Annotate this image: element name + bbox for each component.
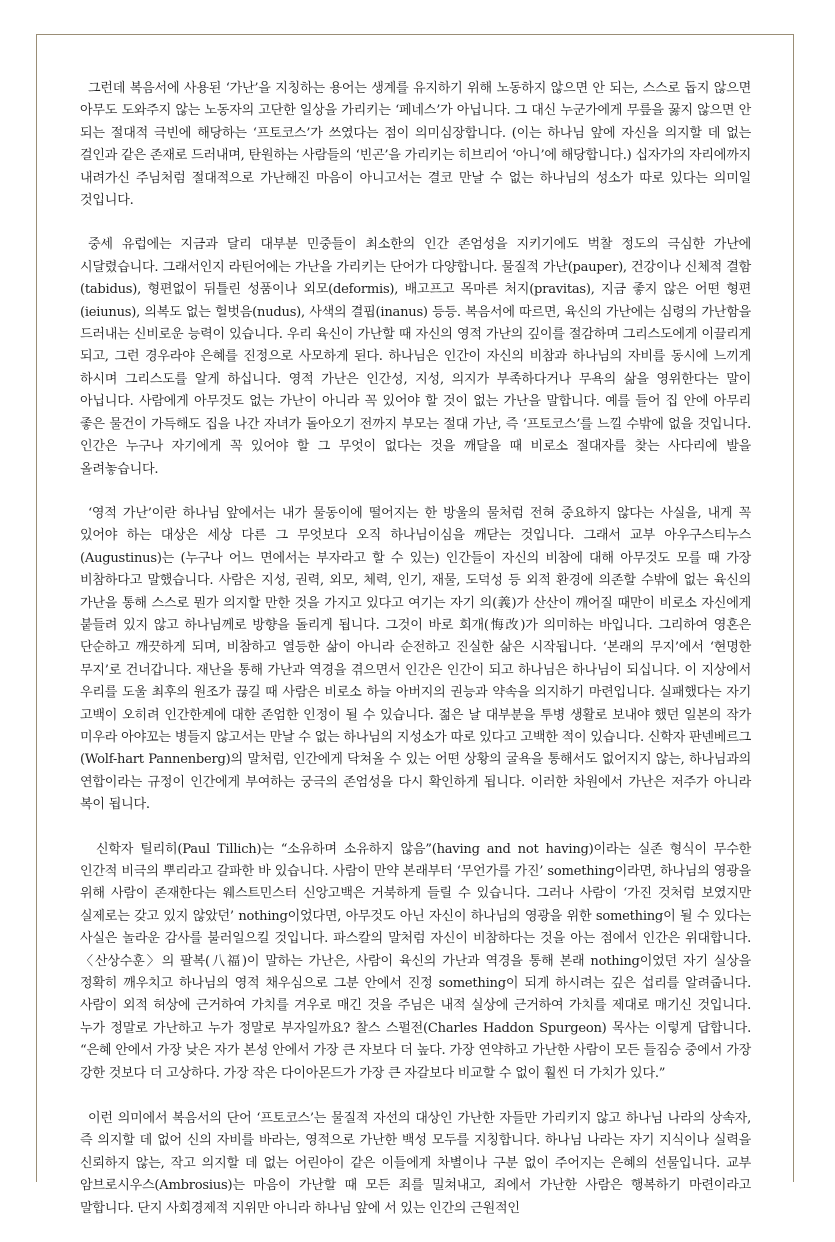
paragraph-4: 신학자 틸리히(Paul Tillich)는 “소유하며 소유하지 않음”(having and not having)이라는 실존 형식이 무수한 인간적 비극의 뿌리라고 갈파한 바 있습니다. 사람이 만약 본래부터 ‘무언가를 가진’ something이라면, 하나님의 영광을 위해 사람이 존재한다는 웨스트민스터 신앙고백은 거북하게 들릴 수 있습니다. 그러나 사람이 ‘가진 것처럼 보였지만 실제로는 갖고 있지 않았던’ nothing이었다면, 아무것도 아닌 자신이 하나님의 영광을 위한 something이 될 수 있다는 사실은 놀라운 감사를 불러일으킬 것입니다. 파스칼의 말처럼 자신이 비참하다는 것을 아는 점에서 인간은 위대합니다. 〈산상수훈〉의 팔복(八福)이 말하는 가난은, 사람이 육신의 가난과 역경을 통해 본래 nothing이었던 자기 실상을 정확히 깨우치고 하나님의 영적 채우심으로 그분 안에서 진정 something이 되게 하시려는 깊은 섭리를 알려줍니다. 사람이 외적 허상에 근거하여 가치를 겨우로 매긴 것을 주님은 내적 실상에 근거하여 가치를 제대로 매기신 것입니다. 누가 정말로 가난하고 누가 정말로 부자일까요? 찰스 스펄전(Charles Haddon Spurgeon) 목사는 이렇게 답합니다. “은혜 안에서 가장 낮은 자가 본성 안에서 가장 큰 자보다 더 높다. 가장 연약하고 가난한 사람이 모든 들짐승 중에서 가장 강한 것보다 더 고상하다. 가장 작은 다이아몬드가 가장 큰 자갈보다 비교할 수 없이 훨씬 더 가치가 있다.” <box>80 841 751 1081</box>
paragraph-1: 그런데 복음서에 사용된 ‘가난’을 지칭하는 용어는 생계를 유지하기 위해 노동하지 않으면 안 되는, 스스로 돕지 않으면 아무도 도와주지 않는 노동자의 고단한 일상을 가리키는 ‘페네스’가 아닙니다. 그 대신 누군가에게 무릎을 꿇지 않으면 안 되는 절대적 극빈에 해당하는 ‘프토코스’가 쓰였다는 점이 의미심장합니다. (이는 하나님 앞에 자신을 의지할 데 없는 걸인과 같은 존재로 드러내며, 탄원하는 사람들의 ‘빈곤’을 가리키는 히브리어 ‘아니’에 해당합니다.) 십자가의 자리에까지 내려가신 주님처럼 절대적으로 가난해진 마음이 아니고서는 결코 만날 수 없는 하나님의 성소가 따로 있다는 의미일 것입니다. <box>80 81 751 209</box>
document-body <box>80 78 751 1242</box>
paragraph-5: 이런 의미에서 복음서의 단어 ‘프토코스’는 물질적 자선의 대상인 가난한 자들만 가리키지 않고 하나님 나라의 상속자, 즉 의지할 데 없어 신의 자비를 바라는, 영적으로 가난한 백성 모두를 지칭합니다. 하나님 나라는 자기 지식이나 실력을 신뢰하지 않는, 작고 의지할 데 없는 어린아이 같은 이들에게 차별이나 구분 없이 주어지는 은혜의 선물입니다. 교부 암브로시우스(Ambrosius)는 마음이 가난할 때 모든 죄를 밀쳐내고, 죄에서 가난한 사람은 행복하기 마련이라고 말합니다. 단지 사회경제적 지위만 아니라 하나님 앞에 서 있는 인간의 근원적인 <box>80 1111 751 1216</box>
paragraph-2: 중세 유럽에는 지금과 달리 대부분 민중들이 최소한의 인간 존엄성을 지키기에도 벅찰 정도의 극심한 가난에 시달렸습니다. 그래서인지 라틴어에는 가난을 가리키는 단어가 다양합니다. 물질적 가난(pauper), 건강이나 신체적 결함(tabidus), 형편없이 뒤틀린 성품이나 외모(deformis), 배고프고 목마른 처지(pravitas), 지금 좋지 않은 어떤 형편(ieiunus), 의복도 없는 헐벗음(nudus), 사색의 결핍(inanus) 등등. 복음서에 따르면, 육신의 가난에는 심령의 가난함을 드러내는 신비로운 능력이 있습니다. 우리 육신이 가난할 때 자신의 영적 가난의 깊이를 절감하며 그리스도에게 이끌리게 되고, 그런 경우라야 은혜를 진정으로 사모하게 된다. 하나님은 인간이 자신의 비참과 하나님의 자비를 동시에 느끼게 하시며 그리스도를 알게 하십니다. 영적 가난은 인간성, 지성, 의지가 부족하다거나 무욕의 삶을 영위한다는 말이 아닙니다. 사람에게 아무것도 없는 가난이 아니라 꼭 있어야 할 것이 없는 가난을 말합니다. 예를 들어 집 안에 아무리 좋은 물건이 가득해도 집을 나간 자녀가 돌아오기 전까지 부모는 절대 가난, 즉 ‘프토코스’를 느낄 수밖에 없을 것입니다. 인간은 누구나 자기에게 꼭 있어야 할 그 무엇이 없다는 것을 깨달을 때 비로소 절대자를 찾는 사다리에 발을 올려놓습니다. <box>80 237 751 477</box>
paragraph-3: ‘영적 가난’이란 하나님 앞에서는 내가 물동이에 떨어지는 한 방울의 물처럼 전혀 중요하지 않다는 사실을, 내게 꼭 있어야 하는 대상은 세상 다른 그 무엇보다 오직 하나님이심을 깨닫는 것입니다. 그래서 교부 아우구스티누스(Augustinus)는 (누구나 어느 면에서는 부자라고 할 수 있는) 인간들이 자신의 비참에 대해 아무것도 모를 때 가장 비참하다고 말했습니다. 사람은 지성, 권력, 외모, 체력, 인기, 재물, 도덕성 등 외적 환경에 의존할 수밖에 없는 육신의 가난을 통해 스스로 뭔가 의지할 만한 것을 가지고 있다고 여기는 자기 의(義)가 산산이 깨어질 때만이 비로소 자신에게 붙들려 있지 않고 하나님께로 방향을 돌리게 됩니다. 그것이 바로 회개(悔改)가 의미하는 바입니다. 그리하여 영혼은 단순하고 깨끗하게 되며, 비참하고 열등한 삶이 아니라 순전하고 진실한 삶은 시작됩니다. ‘본래의 무지’에서 ‘현명한 무지’로 건너갑니다. 재난을 통해 가난과 역경을 겪으면서 인간은 인간이 되고 하나님은 하나님이 되십니다. 이 지상에서 우리를 도울 최후의 원조가 끊길 때 사람은 비로소 하늘 아버지의 권능과 약속을 의지하기 마련입니다. 실패했다는 자기 고백이 오히려 인간한계에 대한 존엄한 인정이 될 수 있습니다. 젊은 날 대부분을 투병 생활로 보내야 했던 일본의 작가 미우라 아야꼬는 병들지 않고서는 만날 수 없는 하나님의 지성소가 따로 있다고 고백한 적이 있습니다. 신학자 판넨베르그(Wolf-hart Pannenberg)의 말처럼, 인간에게 닥쳐올 수 있는 어떤 상황의 굴욕을 통해서도 없어지지 않는, 하나님과의 연합이라는 규정이 인간에게 부여하는 궁극의 존엄성을 다시 확인하게 됩니다. 이러한 차원에서 가난은 저주가 아니라 복이 됩니다. <box>80 505 751 813</box>
